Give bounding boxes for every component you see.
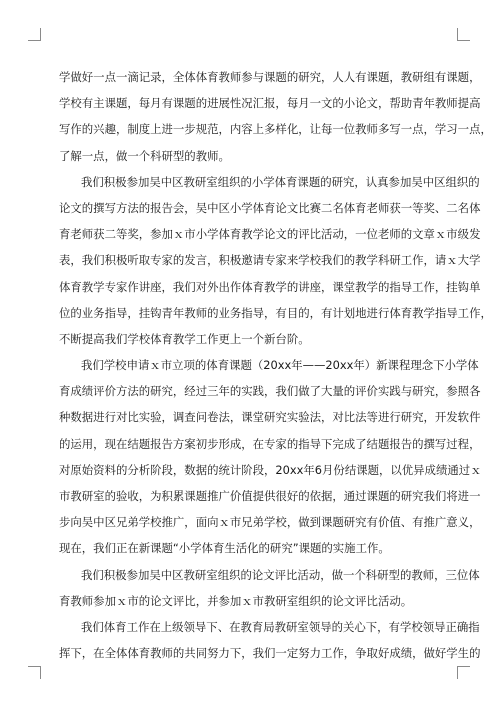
paragraph [59,352,482,562]
paragraph [59,562,480,614]
paragraph [59,169,492,352]
crop-mark-bottom-left [28,666,41,679]
text-line: 位的业务指导，挂钩青年教师的业务指导，有目的，有计划地进行体育教学指导工作， [59,305,492,320]
text-line: 不断提高我们学校体育教学工作更上一个新台阶。 [59,331,310,346]
text-line: 的运用，现在结题报告方案初步形成，在专家的指导下完成了结题报告的撰写过程， [59,436,481,451]
text-line: 育教师参加ｘ市的论文评比，并参加ｘ市教研室组织的论文评比活动。 [59,593,413,608]
text-line: 我们积极参加吴中区教研室组织的论文评比活动，做一个科研型的教师，三位体 [81,567,480,582]
text-line: 我们体育工作在上级领导下、在教育局教研室领导的关心下，有学校领导正确指 [81,619,480,634]
text-line: 育老师获二等奖，参加ｘ市小学体育教学论文的评比活动，一位老师的文章ｘ市级发 [59,227,481,242]
text-line: 育成绩评价方法的研究，经过三年的实践，我们做了大量的评价实践与研究，参照各 [59,384,481,399]
paragraph [59,614,481,666]
text-line: 挥下，在全体体育教师的共同努力下，我们一定努力工作，争取好成绩，做好学生的 [59,646,481,661]
text-line: 学做好一点一滴记录，全体体育教师参与课题的研究，人人有课题，教研组有课题， [59,70,481,84]
text-line: 论文的撰写方法的报告会，吴中区小学体育论文比赛二名体育老师获一等奖、二名体 [59,200,481,215]
text-line: 对原始资料的分析阶段，数据的统计阶段，20xx年6月份结课题，以优异成绩通过ｘ [59,462,482,477]
text-line: 学校有主课题，每月有课题的进展性况汇报，每月一文的小论文，帮助青年教师提高 [59,96,481,111]
paragraph [59,64,492,169]
text-line: 表，我们积极听取专家的发言，积极邀请专家来学校我们的教学科研工作，请ｘ大学 [59,253,481,268]
text-line: 我们学校申请ｘ市立项的体育课题（20xx年——20xx年）新课程理念下小学体 [81,358,479,373]
text-line: 了解一点，做一个科研型的教师。 [59,148,230,163]
text-line: 市教研室的验收，为积累课题推广价值提供很好的依据，通过课题的研究我们将进一 [59,489,481,503]
crop-mark-top-left [28,28,41,41]
text-line: 步向吴中区兄弟学校推广，面向ｘ市兄弟学校，做到课题研究有价值、有推广意义， [59,515,481,530]
text-line: 体育教学专家作讲座，我们对外出作体育教学的讲座，课堂教学的指导工作，挂钩单 [59,279,481,294]
text-line: 现在，我们正在新课题“小学体育生活化的研究”课题的实施工作。 [59,541,390,556]
document-body [59,64,492,666]
text-line: 写作的兴趣，制度上进一步规范，内容上多样化，让每一位教师多写一点，学习一点， [59,122,492,137]
crop-mark-top-right [457,28,470,41]
text-line: 我们积极参加吴中区教研室组织的小学体育课题的研究，认真参加吴中区组织的 [81,174,480,189]
crop-mark-bottom-right [457,666,470,679]
text-line: 种数据进行对比实验，调查问卷法，课堂研究实验法，对比法等进行研究，开发软件 [59,410,481,425]
